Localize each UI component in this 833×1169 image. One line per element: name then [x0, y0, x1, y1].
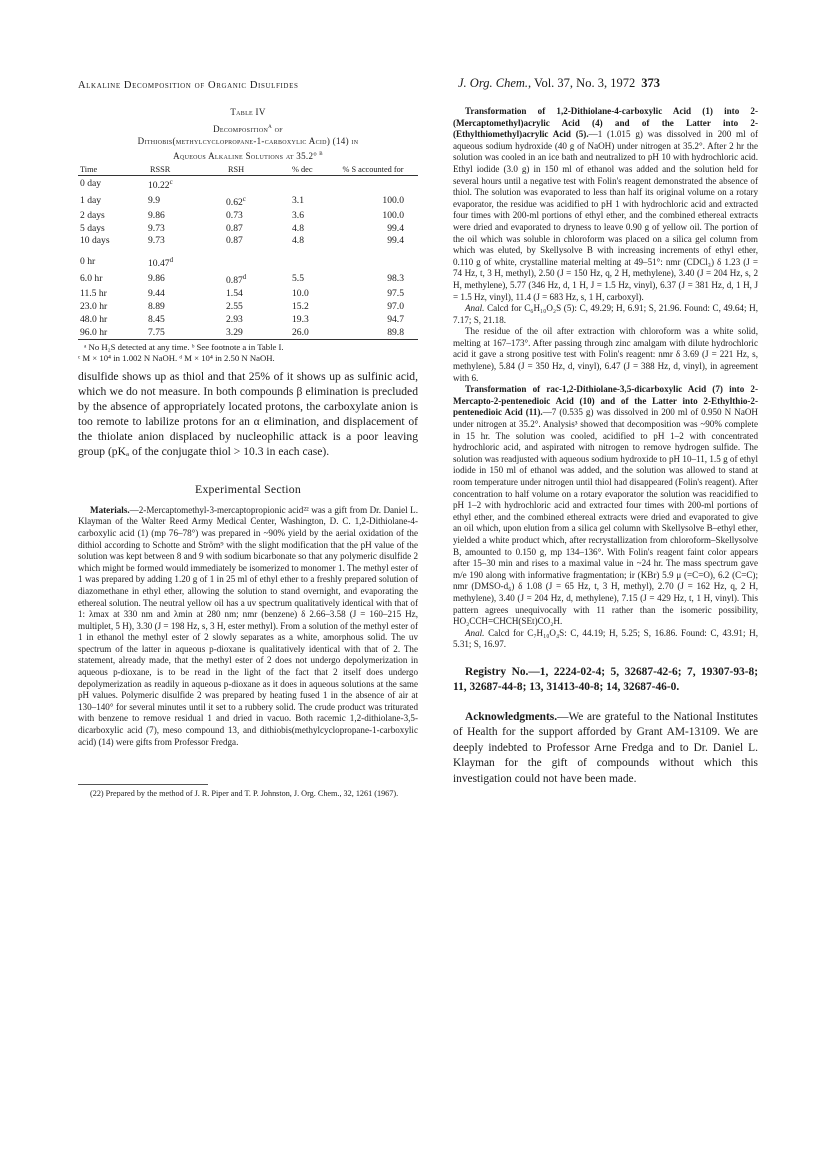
caption-line1-end: of: [272, 124, 283, 134]
table-body: [78, 175, 418, 340]
acknowledgments: [453, 710, 758, 788]
table-cell: 10.0: [292, 288, 309, 300]
table-cell: 9.86: [148, 273, 165, 285]
decomposition-table: [78, 165, 418, 340]
registry-label: Registry No.: [465, 665, 529, 678]
table-cell: 3.6: [292, 209, 304, 221]
table-row: [78, 175, 418, 192]
table-cell: 4.8: [292, 222, 304, 234]
table-footnotes: [78, 342, 418, 364]
table-cell: 10 days: [80, 235, 110, 247]
table-cell: 96.0 hr: [78, 327, 136, 340]
table-cell: 9.73: [148, 222, 165, 234]
col-rssr: RSSR: [150, 165, 171, 174]
registry-numbers: [453, 665, 758, 696]
table-cell: 2.93: [226, 313, 243, 325]
col-rsh: RSH: [228, 165, 245, 174]
table-label: Table IV: [230, 107, 266, 117]
table-cell: 0.87$^d$: [226, 273, 247, 287]
table-cell: [332, 248, 418, 271]
table-row: [78, 288, 418, 301]
analysis-2: [453, 628, 758, 651]
body-paragraph: disulfide shows up as thiol and that 25% of it shows up as sulfinic acid, which we do not measure. In both compounds β elimination is precluded by the absence of appropriately located protons, the carboxylate anion is too remote to labilize protons for an α elimination, and displacement of the thiolate anion displaced by nucleophilic attack is a poor leaving group (pKₐ of the conjugate thiol > 10.3 in each case).: [78, 370, 418, 458]
caption-sup-b: b: [317, 149, 323, 157]
section-heading: Experimental Section: [195, 481, 301, 496]
table-row: [78, 327, 418, 340]
caption-line1: Decomposition: [213, 124, 269, 134]
table-row: [78, 235, 418, 248]
table-cell: 8.89: [148, 300, 165, 312]
table-header-row: [78, 165, 418, 175]
page-number: 373: [641, 76, 660, 90]
table-cell: 97.0: [387, 300, 404, 312]
table-row: [78, 210, 418, 223]
analysis-1-label: Anal.: [465, 303, 485, 314]
table-cell: 23.0 hr: [80, 300, 108, 312]
table-cell: 26.0: [286, 327, 332, 340]
table-cell: 8.45: [148, 313, 165, 325]
table-cell: 0 day: [80, 177, 102, 189]
col-pct-dec: % dec: [292, 165, 313, 174]
table-row: [78, 301, 418, 314]
table-cell: 10.47$^d$: [148, 256, 174, 270]
residue-paragraph: The residue of the oil after extraction with chloroform was a white solid, melting at 167–173°. After passing through zinc amalgam with dilute hydrochloric acid it gave a strong positive test with Folin's reagent: nmr δ 3.69 (J = 221 Hz, s, methylene), 5.84 (J = 350 Hz, d, vinyl), 6.47 (J = 388 Hz, d, vinyl), in agreement with 6.: [453, 326, 758, 383]
transformation-1-text: —1 (1.015 g) was dissolved in 200 ml of aqueous sodium hydroxide (40 g of NaOH) under nitrogen at 35.2°. After 2 hr the solution was cooled in an ice bath and neutralized to pH 10 with hydrochloric acid. Ethyl iodide (3.0 g) in 150 ml of ethanol was added and the solution held for several hours until a negative test with Folin's reagent demonstrated the absence of thiol. The solution was evaporated to less than half its original volume on a rotary evaporator, the residue was acidified to pH 1 with hydrochloric acid and extracted four times with 200-ml portions of ethyl ether, and the combined ethereal extracts were dried and evaporated to dryness to leave 0.90 g of yellow oil. The portion of the oil which was soluble in chloroform was placed on a silica gel column from which was eluted, by Skellysolve B with increasing increments of ethyl ether, 0.110 g of white, crystalline material melting at 49–51°: nmr (CDCl₃) δ 1.23 (J = 74 Hz, t, 3 H, methyl), 2.50 (J = 150 Hz, q, 2 H, methylene), 3.40 (J = 204 Hz, s, 2 H, methylene), 5.77 (346 Hz, d, 1 H, J = 1.5 Hz, vinyl), 6.37 (J = 381 Hz, d, 1 H, J = 1.5 Hz, vinyl), 11.4 (J = 683 Hz, s, 1 H, carboxyl).: [453, 129, 759, 302]
table-cell: 2 days: [80, 209, 105, 221]
table-cell: 10.22$^c$: [148, 177, 173, 191]
table-cell: 0 hr: [80, 256, 96, 268]
analysis-1: [453, 303, 758, 326]
table-cell: 4.8: [292, 235, 304, 247]
table-cell: 98.3: [387, 273, 404, 285]
table-iv: [78, 106, 418, 364]
col-pct-s: % S accounted for: [342, 165, 404, 174]
table-cell: 3.1: [292, 194, 304, 206]
volume-issue: , Vol. 37, No. 3, 1972: [528, 76, 636, 90]
registry-text: —1, 2224-02-4; 5, 32687-42-6; 7, 19307-93-8; 11, 32687-44-8; 13, 31413-40-8; 14, 32687-46-0.: [453, 665, 758, 694]
table-cell-sup: d: [242, 273, 247, 282]
table-cell: 9.73: [148, 235, 165, 247]
table-cell: 7.75: [136, 327, 214, 340]
table-cell: [286, 175, 332, 192]
transformation-1-title: Transformation of 1,2-Dithiolane-4-carboxylic Acid (1) into 2-(Mercaptomethyl)acrylic Acid (4) and of the Latter into 2-(Ethylthiomethyl)acrylic Acid (5).: [453, 106, 758, 140]
footnote-22: (22) Prepared by the method of J. R. Piper and T. P. Johnston, J. Org. Chem., 32, 1261 (1967).: [90, 789, 399, 799]
left-column: [78, 106, 418, 799]
table-cell: 0.62$^c$: [226, 194, 246, 208]
table-cell: 15.2: [292, 300, 309, 312]
table-cell: 5 days: [80, 222, 105, 234]
table-cell: 1 day: [80, 194, 102, 206]
table-row: [78, 248, 418, 271]
table-row: [78, 223, 418, 236]
table-cell: 5.5: [292, 273, 304, 285]
table-footnote-2: ᶜ M × 10⁴ in 1.002 N NaOH. ᵈ M × 10⁴ in 2.50 N NaOH.: [78, 353, 275, 364]
transformation-2-text: —7 (0.535 g) was dissolved in 200 ml of 0.950 N NaOH under nitrogen at 35.2°. Analysis³ showed that decomposition was ~90% complete in 15 hr. The solution was cooled, acidified to pH 1–2 with concentrated hydrochloric acid, and aspirated with nitrogen to remove hydrogen sulfide. The solution was readjusted with aqueous sodium hydroxide to pH 10–11, 1.5 g of ethyl iodide in 150 ml of ethanol was added, and the solution was allowed to stand at room temperature under nitrogen until thiol had disappeared (Folin's reagent). After concentration to half volume on a rotary evaporator the solution was reacidified to pH 1–2 with hydrochloric acid and extracted four times with 200-ml portions of ethyl ether, and the combined ethereal extracts were dried and evaporated to give an oil which, upon elution from a silica gel column with Skellysolve B–ethyl ether, yielded a white product which, after recrystallization from chloroform–Skellysolve B, amounted to 0.150 g, mp 134–136°. With Folin's reagent faint color appears after 15–30 min and rises to a maximal value in ~24 hr. The mass spectrum gave m/e 190 along with informative fragmentation; ir (KBr) 5.9 μ (=C=O), 6.2 (C=C); nmr (DMSO-d₆) δ 1.08 (J = 65 Hz, t, 3 H, methyl), 2.70 (J = 162 Hz, q, 2 H, methylene), 3.40 (J = 204 Hz, d, methylene), 7.15 (J = 429 Hz, t, 1 H, vinyl). This pattern agrees unequivocally with 11 rather than the isomeric possibility, HO₂CCH=CHCH(SEt)CO₂H.: [453, 407, 758, 627]
materials-runin: Materials.: [90, 504, 130, 515]
table-cell: 6.0 hr: [80, 273, 103, 285]
table-row: [78, 193, 418, 210]
caption-line3: Aqueous Alkaline Solutions at 35.2°: [173, 151, 318, 161]
transformation-2-title: Transformation of rac-1,2-Dithiolane-3,5-dicarboxylic Acid (7) into 2-Mercapto-2-pentenedioic Acid (10) and of the Latter into 2-Ethylthio-2-pentenedioic Acid (11).: [453, 384, 758, 418]
table-cell-sup: c: [242, 194, 246, 203]
table-caption: [78, 120, 418, 162]
table-cell: 97.5: [387, 288, 404, 300]
table-cell: [332, 175, 418, 192]
table-cell: 11.5 hr: [80, 288, 107, 300]
table-cell: 2.55: [226, 300, 243, 312]
footnote-area: [78, 784, 418, 799]
table-cell: 3.29: [214, 327, 286, 340]
analysis-2-label: Anal.: [465, 627, 485, 638]
table-cell-sup: c: [169, 177, 173, 186]
footnote-rule: [78, 784, 208, 785]
table-cell-sup: d: [169, 256, 174, 265]
materials-text: —2-Mercaptomethyl-3-mercaptopropionic acid²² was a gift from Dr. Daniel L. Klayman of the Walter Reed Army Medical Center, Washington, D. C. 1,2-Dithiolane-4-carboxylic acid (1) (mp 76–78°) was prepared in ~90% yield by the aerial oxidation of the dithiol according to Schotte and Ström⁹ with the slight modification that the pH value of the solution was kept between 8 and 9 with sodium bicarbonate so that any polymeric disulfide 2 which might be formed would immediately be isomerized to monomer 1. The methyl ester of 1 was prepared by adding 1.20 g of 1 in 25 ml of ethyl ether to a freshly prepared solution of diazomethane in ethyl ether, allowing the solution to stand overnight, and evaporating the ethereal solution. The neutral yellow oil has a uv spectrum qualitatively identical with that of 1: λmax at 330 nm and λmin at 280 nm; nmr (benzene) δ 2.66–3.58 (J = 160–215 Hz, multiplet, 5 H), 3.30 (J = 198 Hz, s, 3 H, ester methyl). From a solution of the methyl ester of 1 in ethanol the methyl ester of 2 slowly separates as a white, amorphous solid. The uv spectrum of the latter in aqueous p-dioxane is qualitatively identical with that of 2. The statement, already made, that the methyl ester of 2 does not undergo depolymerization in aqueous p-dioxane, is to be read in the light of the fact that 2 itself does undergo depolymerization as readily in aqueous p-dioxane as it does in aqueous solutions at the same pH values. Polymeric disulfide 2 was prepared by heating fused 1 in the absence of air at 130–140° for several minutes until it set to a rubbery solid. The crude product was triturated with benzene to remove residual 1 and dried in vacuo. Both racemic 1,2-dithiolane-3,5-dicarboxylic acid (7), meso compound 13, and dithiobis(methylcyclopropane-1-carboxylic acid) (14) were gifts from Professor Fredga.: [78, 504, 418, 747]
analysis-2-text: Calcd for C₇H₁₀O₄S: C, 44.19; H, 5.25; S, 16.86. Found: C, 43.91; H, 5.31; S, 16.97.: [453, 627, 758, 650]
table-cell: 9.44: [148, 288, 165, 300]
caption-line2: Dithiobis(methylcyclopropane-1-carboxylic Acid) (14) in: [137, 136, 359, 146]
analysis-1-text: Calcd for C₆H₁₀O₂S (5): C, 49.29; H, 6.91; S, 21.96. Found: C, 49.64; H, 7.17; S, 21.18.: [453, 303, 758, 325]
table-cell: 99.4: [387, 235, 404, 247]
col-time: Time: [80, 165, 98, 174]
table-cell: 19.3: [292, 313, 309, 325]
table-cell: 89.8: [332, 327, 418, 340]
table-cell: [214, 248, 286, 271]
table-cell: 94.7: [387, 313, 404, 325]
table-cell: 9.86: [148, 209, 165, 221]
materials-paragraph: [78, 505, 418, 748]
ack-text: —We are grateful to the National Institutes of Health for the support afforded by Grant AM-13109. We are deeply indebted to Professor Arne Fredga and to Dr. Daniel L. Klayman for the gift of compounds without which this investigation could not have been made.: [453, 710, 758, 785]
table-cell: 1.54: [226, 288, 243, 300]
table-cell: 100.0: [382, 194, 404, 206]
journal-name: J. Org. Chem.: [458, 76, 529, 90]
right-column: [453, 106, 758, 787]
ack-label: Acknowledgments.: [465, 710, 558, 723]
table-cell: 0.87: [226, 222, 243, 234]
table-cell: 9.9: [148, 194, 160, 206]
table-cell: 100.0: [382, 209, 404, 221]
table-cell: 99.4: [387, 222, 404, 234]
transformation-2-paragraph: [453, 384, 758, 627]
table-cell: 0.87: [226, 235, 243, 247]
caption-sup-a: a: [268, 122, 273, 130]
table-row: [78, 314, 418, 327]
running-title: Alkaline Decomposition of Organic Disulfides: [78, 80, 299, 91]
table-footnote-1: ᵃ No H₂S detected at any time. ᵇ See footnote a in Table I.: [84, 342, 284, 353]
table-cell: 0.73: [226, 209, 243, 221]
table-row: [78, 271, 418, 288]
journal-header: [458, 76, 758, 91]
table-cell: [214, 175, 286, 192]
table-cell: [286, 248, 332, 271]
transformation-1-paragraph: [453, 106, 758, 303]
table-cell: 48.0 hr: [80, 313, 108, 325]
